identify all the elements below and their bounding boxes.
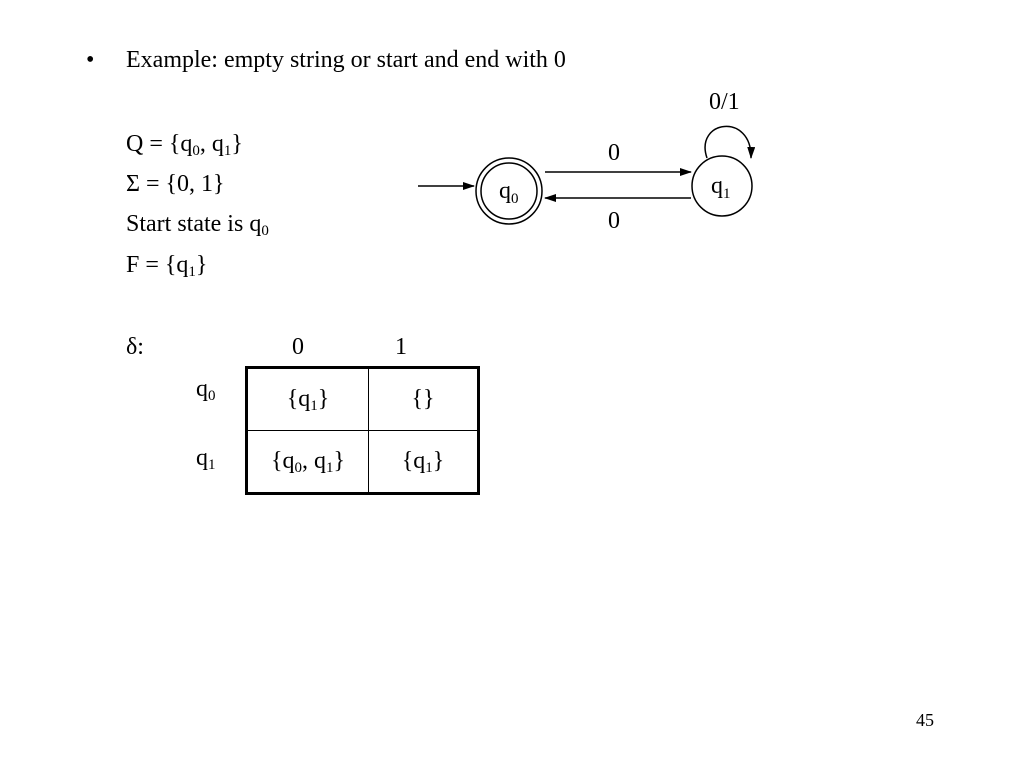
table-cell-q1-0: {$q_0$, $q_1$} [247,431,369,494]
state-q0-sub: 0 [511,191,519,207]
state-q1-sub: 1 [723,186,731,202]
edge-q1-q0-label: 0 [608,208,620,234]
def-f-prefix: F = {q [126,252,189,278]
row-label-q1: $q_1$ [196,445,216,473]
edge-q0-q1-label: 0 [608,140,620,166]
edge-q1-self-loop [705,126,751,158]
column-header-1: 1 [395,334,407,360]
table-cell-q1-1: $\{q_1\}$ [369,431,479,494]
edge-q1-self-loop-label: 0/1 [709,89,740,115]
def-start-sub: 0 [261,223,269,239]
row-label-q0: $q_0$ [196,376,216,404]
def-q-sub1: 1 [223,143,232,159]
bullet-text: Example: empty string or start and end with 0 [126,47,566,73]
page-number: 45 [916,710,934,730]
def-f-sub: 1 [188,264,196,280]
table-cell-q0-1: {} [369,368,479,431]
table-cell-q0-0: $\{q_1\}$ [247,368,369,431]
def-q-mid: , q [199,131,224,157]
def-q-prefix: Q = {q [126,131,193,157]
bullet-symbol: • [86,47,95,73]
def-q-suffix: } [231,131,243,157]
def-sigma: Σ = {0, 1} [126,171,225,197]
state-q1-label: q [711,173,723,199]
column-header-0: 0 [292,334,304,360]
state-q0-label: q [499,178,511,204]
delta-label: δ: [126,334,144,360]
state-q1 [692,156,752,216]
def-f-suffix: } [195,252,208,278]
state-q0 [476,158,542,224]
def-start-prefix: Start state is q [126,211,262,237]
def-q-sub0: 0 [192,143,200,159]
